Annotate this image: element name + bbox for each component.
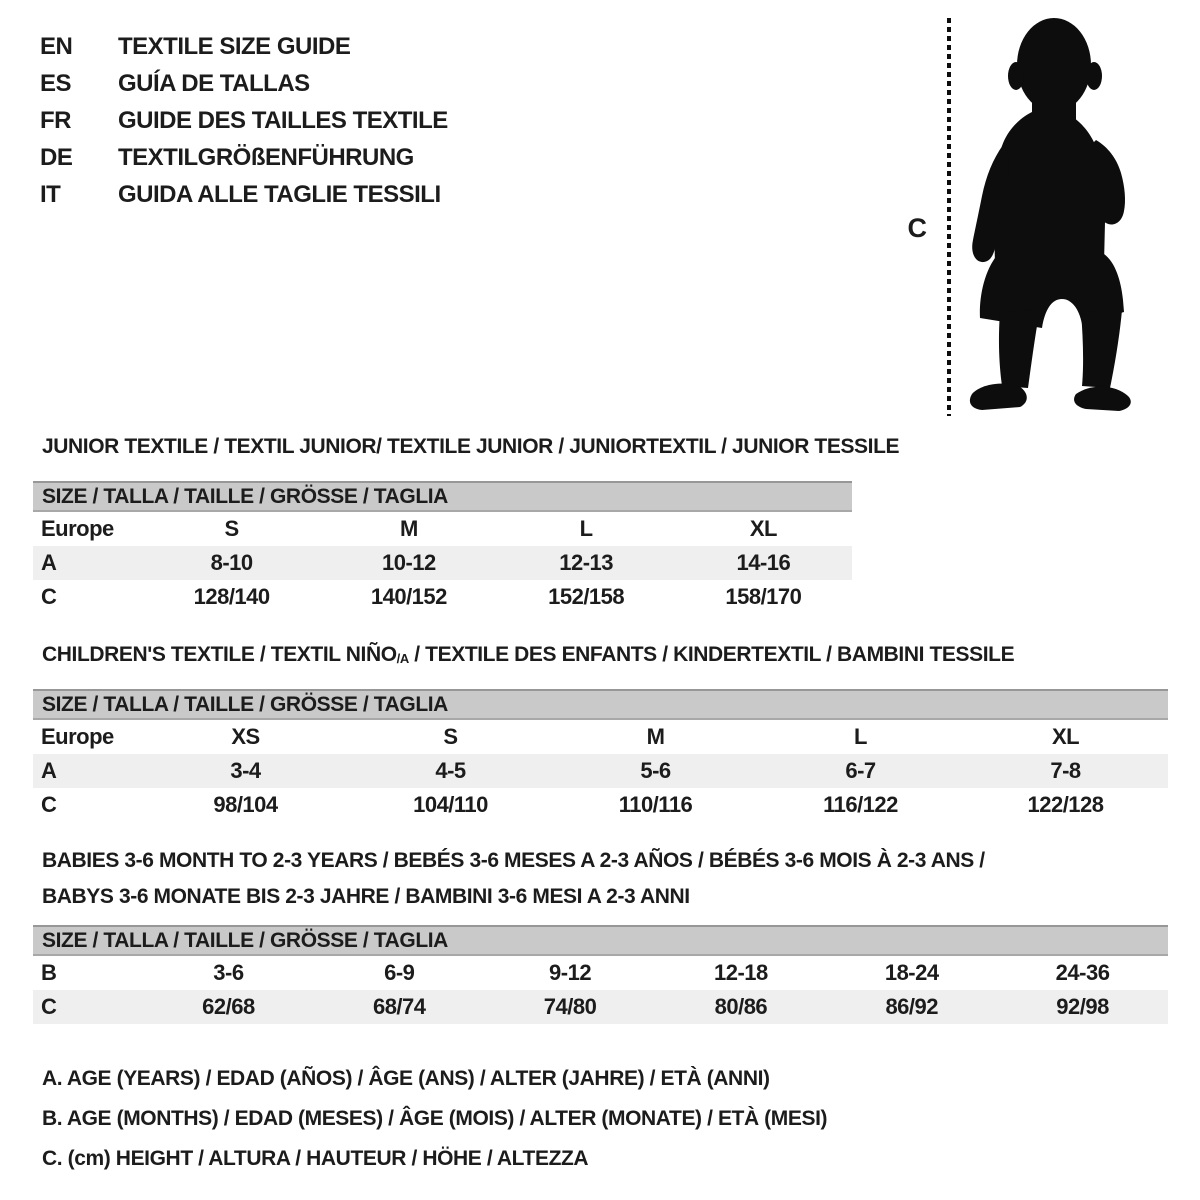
table-row [33, 580, 852, 614]
size-value: 152/158 [548, 584, 625, 609]
language-code: EN [40, 33, 73, 60]
language-code: DE [40, 144, 73, 171]
size-value: 104/110 [413, 792, 488, 817]
size-value: 116/122 [823, 792, 898, 817]
size-value: M [399, 516, 418, 541]
language-code: IT [40, 181, 61, 208]
size-value: L [579, 516, 593, 541]
size-value: 9-12 [549, 960, 592, 985]
size-value: XS [231, 724, 260, 749]
size-value: 18-24 [884, 960, 939, 985]
row-label: A [41, 550, 57, 575]
row-label: Europe [41, 724, 114, 749]
size-value: 8-10 [210, 550, 253, 575]
size-value: 4-5 [435, 758, 466, 783]
language-list [40, 28, 448, 213]
size-value: 98/104 [213, 792, 278, 817]
size-value: M [646, 724, 665, 749]
language-label: GUIDE DES TAILLES TEXTILE [118, 107, 448, 134]
section-title-text: JUNIOR TEXTILE / TEXTIL JUNIOR/ TEXTILE JUNIOR / JUNIORTEXTIL / JUNIOR TESSILE [42, 435, 900, 458]
size-value: 62/68 [202, 994, 255, 1019]
section-title-line [42, 843, 985, 879]
row-label: Europe [41, 516, 114, 541]
table-row [33, 512, 852, 546]
height-measure-label: C [907, 213, 927, 243]
size-value: L [854, 724, 867, 749]
size-table-header: SIZE / TALLA / TAILLE / GRÖSSE / TAGLIA [33, 689, 1168, 720]
table-row [33, 720, 1168, 754]
language-row [40, 139, 448, 176]
section-title-text: /A [396, 651, 409, 666]
size-value: 14-16 [736, 550, 791, 575]
section-title-line [42, 636, 1014, 675]
language-row [40, 176, 448, 213]
size-value: 158/170 [725, 584, 802, 609]
size-value: 86/92 [885, 994, 938, 1019]
size-value: 5-6 [640, 758, 671, 783]
size-value: 74/80 [543, 994, 597, 1019]
legend-line: B. AGE (MONTHS) / EDAD (MESES) / ÂGE (MOIS) / ALTER (MONATE) / ETÀ (MESI) [42, 1107, 828, 1130]
row-label: C [41, 584, 57, 609]
language-code: ES [40, 70, 72, 97]
size-value: 128/140 [193, 584, 270, 609]
size-value: 12-13 [559, 550, 614, 575]
size-table-header: SIZE / TALLA / TAILLE / GRÖSSE / TAGLIA [33, 925, 1168, 956]
size-value: 3-6 [213, 960, 244, 985]
size-value: 80/86 [714, 994, 768, 1019]
table-row [33, 754, 1168, 788]
size-value: 122/128 [1027, 792, 1104, 817]
section-title-line [42, 879, 985, 915]
row-label: C [41, 792, 57, 817]
table-row [33, 990, 1168, 1024]
size-value: 6-7 [845, 758, 876, 783]
size-value: XL [749, 516, 777, 541]
baby-silhouette [958, 12, 1144, 425]
size-value: 6-9 [384, 960, 415, 985]
row-label: B [41, 960, 57, 985]
size-value: 7-8 [1050, 758, 1081, 783]
size-value: 10-12 [381, 550, 436, 575]
size-value: XL [1051, 724, 1080, 749]
size-table-junior [33, 481, 852, 614]
language-label: GUÍA DE TALLAS [118, 70, 310, 97]
section-title-text: BABIES 3-6 MONTH TO 2-3 YEARS / BEBÉS 3-6 MESES A 2-3 AÑOS / BÉBÉS 3-6 MOIS À 2-3 ANS / [42, 849, 985, 872]
size-value: 12-18 [714, 960, 768, 985]
language-code: FR [40, 107, 71, 134]
language-row [40, 28, 448, 65]
language-label: GUIDA ALLE TAGLIE TESSILI [118, 181, 441, 208]
language-label: TEXTILE SIZE GUIDE [118, 33, 351, 60]
size-value: 140/152 [370, 584, 447, 609]
language-label: TEXTILGRÖßENFÜHRUNG [118, 144, 414, 171]
baby-silhouette-shape [970, 18, 1131, 411]
section-title-babies [42, 843, 985, 915]
section-title-text: BABYS 3-6 MONATE BIS 2-3 JAHRE / BAMBINI 3-6 MESI A 2-3 ANNI [42, 885, 690, 908]
row-label: C [41, 994, 57, 1019]
row-label: A [41, 758, 57, 783]
size-value: S [443, 724, 458, 749]
size-table-header: SIZE / TALLA / TAILLE / GRÖSSE / TAGLIA [33, 481, 852, 512]
size-table-babies [33, 925, 1168, 1024]
size-value: 24-36 [1055, 960, 1110, 985]
size-value: 92/98 [1056, 994, 1109, 1019]
section-title-line [42, 428, 899, 465]
legend-line: C. (cm) HEIGHT / ALTURA / HAUTEUR / HÖHE / ALTEZZA [42, 1147, 589, 1170]
legend [42, 1059, 827, 1179]
size-value: 3-4 [230, 758, 261, 783]
table-row [33, 546, 852, 580]
table-row [33, 956, 1168, 990]
language-row [40, 65, 448, 102]
legend-line: A. AGE (YEARS) / EDAD (AÑOS) / ÂGE (ANS) / ALTER (JAHRE) / ETÀ (ANNI) [42, 1067, 770, 1090]
size-table-children [33, 689, 1168, 822]
section-title-text: / TEXTILE DES ENFANTS / KINDERTEXTIL / BAMBINI TESSILE [408, 643, 1015, 666]
section-title-children [42, 636, 1014, 675]
size-value: 110/116 [618, 792, 693, 817]
language-row [40, 102, 448, 139]
section-title-junior [42, 428, 899, 465]
size-value: 68/74 [372, 994, 426, 1019]
size-value: S [224, 516, 239, 541]
section-title-text: CHILDREN'S TEXTILE / TEXTIL NIÑO [42, 643, 397, 666]
height-measure-line [947, 18, 951, 416]
table-row [33, 788, 1168, 822]
